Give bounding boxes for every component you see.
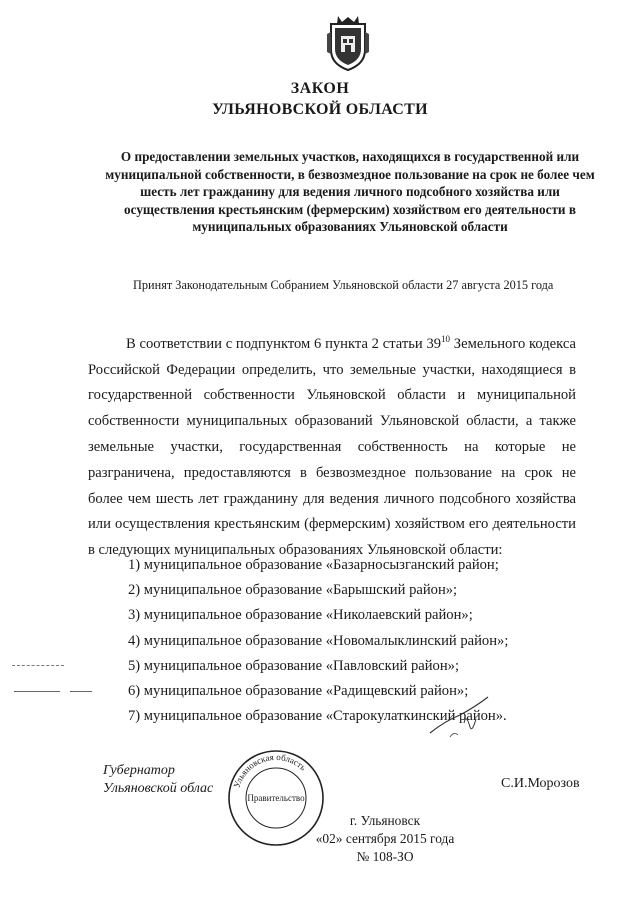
- position-line-1: Губернатор: [103, 763, 175, 778]
- coat-of-arms-emblem: [325, 14, 371, 72]
- margin-mark: [14, 691, 60, 692]
- adoption-note: Принят Законодательным Собранием Ульяновской области 27 августа 2015 года: [133, 278, 554, 292]
- list-item: 2) муниципальное образование «Барышский район»;: [128, 582, 458, 599]
- paragraph-part-2: Земельного кодекса Российской Федерации определить, что земельные участки, находящиеся в государственной собственности Ульяновской области и муниципальной собственности муниципальных образований Ульяновской области, а также земельные участки, государственная собственность на которые не разграничена, предоставляются в безвозмездное пользование на срок не более чем шесть лет гражданину для ведения личного подсобного хозяйства или осуществления крестьянским (фермерским) хозяйством его деятельности в следующих муниципальных образованиях Ульяновской области:: [88, 335, 576, 559]
- article-superscript: 10: [441, 334, 451, 344]
- law-subject-heading: О предоставлении земельных участков, находящихся в государственной или муниципальной собственности, в безвозмездное пользование на срок не более чем шесть лет гражданину для ведения личного подсобного хозяйства или осуществления крестьянским (фермерским) хозяйством его деятельности в муниципальных образованиях Ульяновской области: [105, 149, 595, 234]
- handwritten-signature: [420, 693, 500, 743]
- region-title: УЛЬЯНОВСКОЙ ОБЛАСТИ: [212, 101, 428, 118]
- stamp-ring-text: Ульяновская область: [231, 751, 309, 790]
- stamp-center-text: Правительство: [247, 793, 305, 803]
- list-item: 5) муниципальное образование «Павловский район»;: [128, 657, 460, 674]
- margin-mark: [12, 665, 64, 667]
- signatory-name: С.И.Морозов: [501, 776, 580, 791]
- paragraph-part-1: В соответствии с подпунктом 6 пункта 2 статьи 39: [126, 335, 442, 352]
- list-item: 1) муниципальное образование «Базарносызганский район;: [128, 557, 499, 573]
- main-paragraph: [88, 327, 576, 564]
- list-item: 4) муниципальное образование «Новомалыклинский район»;: [128, 632, 509, 649]
- list-item: 3) муниципальное образование «Николаевский район»;: [128, 607, 473, 624]
- list-item: 7) муниципальное образование «Старокулаткинский район».: [128, 708, 507, 725]
- position-line-2: Ульяновской облас: [103, 781, 214, 796]
- footer-city: г. Ульяновск: [349, 813, 421, 828]
- footer-number: № 108-ЗО: [356, 849, 414, 864]
- document-footer: [300, 812, 470, 866]
- footer-date: «02» сентября 2015 года: [315, 831, 455, 846]
- law-title: ЗАКОН: [290, 80, 350, 97]
- svg-text:Ульяновская область: [232, 752, 309, 789]
- signatory-position: [103, 762, 213, 798]
- margin-mark: [70, 691, 92, 692]
- list-item: 6) муниципальное образование «Радищевский район»;: [128, 683, 469, 700]
